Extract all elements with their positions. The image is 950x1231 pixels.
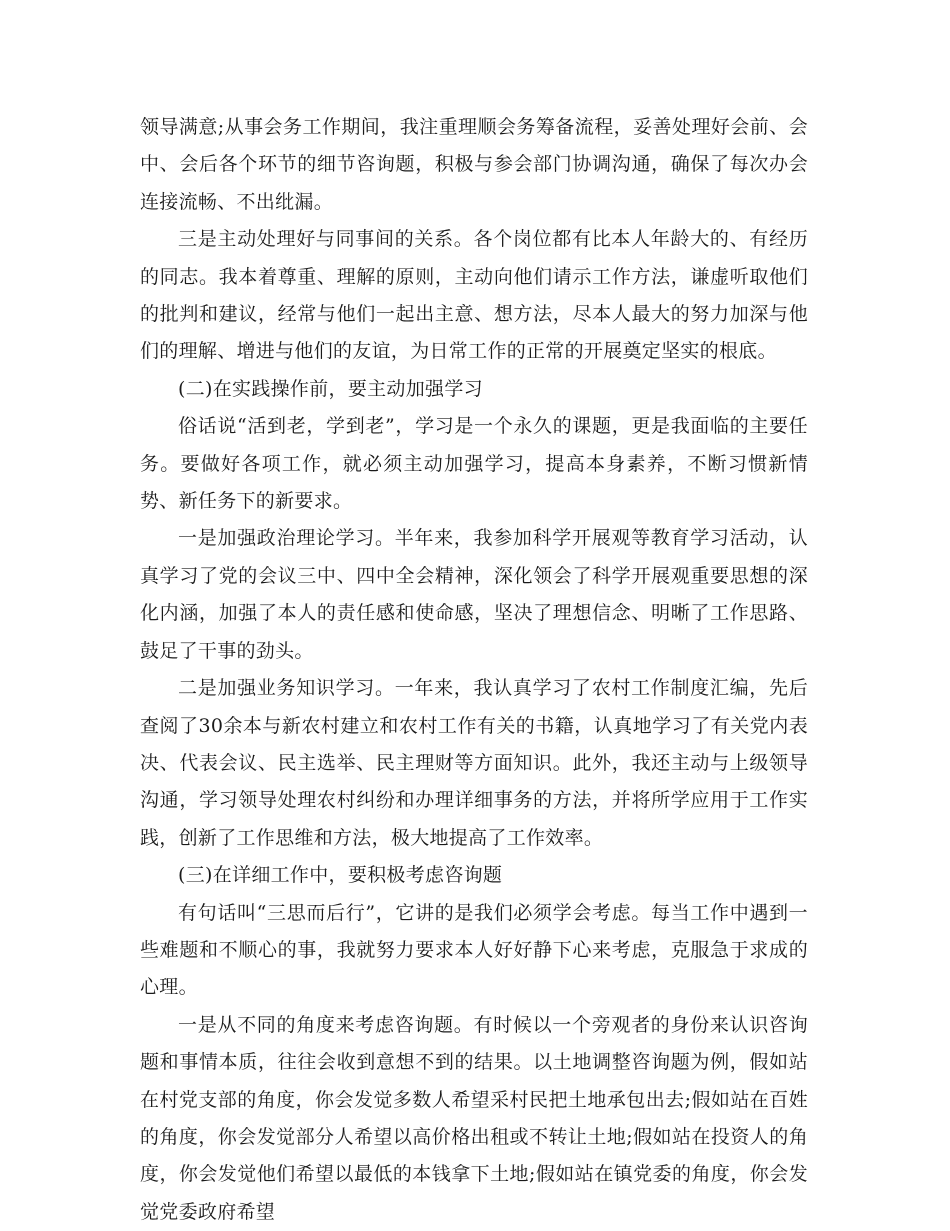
paragraph-1: 领导满意;从事会务工作期间，我注重理顺会务筹备流程，妥善处理好会前、会中、会后各个环节的细节咨询题，积极与参会部门协调沟通，确保了每次办会连接流畅、不出纰漏。: [140, 116, 808, 213]
paragraph-3: 俗话说“活到老，学到老”，学习是一个永久的课题，更是我面临的主要任务。要做好各项工作，就必须主动加强学习，提高本身素养，不断习惯新情势、新任务下的新要求。: [140, 415, 808, 513]
document-body: [140, 109, 808, 1231]
section-heading-2: (二)在实践操作前，要主动加强学习: [178, 377, 483, 400]
paragraph-5: 二是加强业务知识学习。一年来，我认真学习了农村工作制度汇编，先后查阅了30余本与新农村建立和农村工作有关的书籍，认真地学习了有关党内表决、代表会议、民主选举、民主理财等方面知识。此外，我还主动与上级领导沟通，学习领导处理农村纠纷和办理详细事务的方法，并将所学应用于工作实践，创新了工作思维和方法，极大地提高了工作效率。: [140, 677, 808, 849]
paragraph-4: 一是加强政治理论学习。半年来，我参加科学开展观等教育学习活动，认真学习了党的会议三中、四中全会精神，深化领会了科学开展观重要思想的深化内涵，加强了本人的责任感和使命感，坚决了理想信念、明晰了工作思路、鼓足了干事的劲头。: [140, 527, 808, 662]
paragraph-6: 有句话叫“三思而后行”，它讲的是我们必须学会考虑。每当工作中遇到一些难题和不顺心的事，我就努力要求本人好好静下心来考虑，克服急于求成的心理。: [140, 901, 808, 999]
paragraph-2: 三是主动处理好与同事间的关系。各个岗位都有比本人年龄大的、有经历的同志。我本着尊重、理解的原则，主动向他们请示工作方法，谦虚听取他们的批判和建议，经常与他们一起出主意、想方法，尽本人最大的努力加深与他们的理解、增进与他们的友谊，为日常工作的正常的开展奠定坚实的根底。: [140, 228, 808, 363]
paragraph-7: 一是从不同的角度来考虑咨询题。有时候以一个旁观者的身份来认识咨询题和事情本质，往往会收到意想不到的结果。以土地调整咨询题为例，假如站在村党支部的角度，你会发觉多数人希望采村民把土地承包出去;假如站在百姓的角度，你会发觉部分人希望以高价格出租或不转让土地;假如站在投资人的角度，你会发觉他们希望以最低的本钱拿下土地;假如站在镇党委的角度，你会发觉党委政府希望: [140, 1013, 808, 1223]
section-heading-3: (三)在详细工作中，要积极考虑咨询题: [178, 864, 503, 887]
